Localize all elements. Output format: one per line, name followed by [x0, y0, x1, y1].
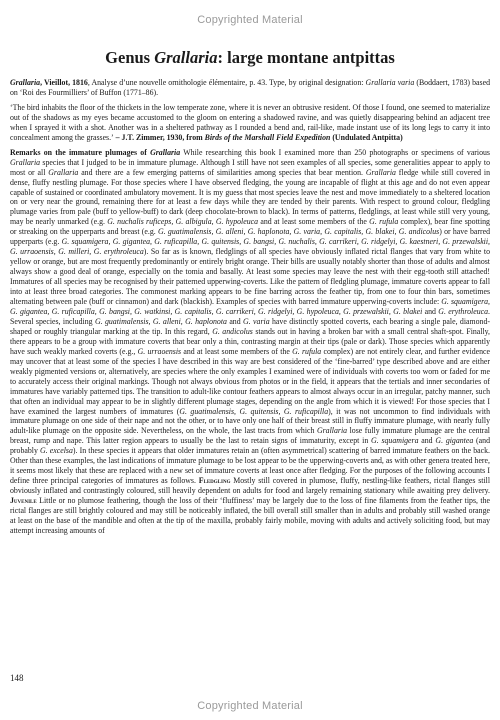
remarks-text: (and probably — [10, 436, 490, 456]
remarks-text: . Several species, including — [10, 306, 490, 326]
remarks-text: complex), bear fine spotting or streaking on the upperparts and breast (e.g. — [10, 217, 490, 237]
citation-type-species: Grallaria varia — [365, 78, 415, 87]
remarks-text: ). So far as is known, fledglings of all species have obviously inflated rictal flanges that vary from white to yellow or orange, but are most frequently predominantly or entirely bright orange. Their bills are usually notably shorter than those of adults and almost always show a good deal of orange, especially on the tomia and basally. At least some species may leave the nest with their egg-tooth still attached! Immatures of all species may be recognised by their patterned upperwing-coverts. Like the pattern of fledgling plumage, immature coverts appear to fall into at least three broad categories. The commonest marking appears to be fine barring across the feather tip, from one to four thin bars, sometimes alternating between pale (buff or cinnamon) and dark (blackish). Examples of species with barred immature upperwing-coverts include: — [10, 247, 490, 307]
remarks-text: ) or have barred upperparts (e.g. — [10, 227, 490, 247]
genus-citation-paragraph — [10, 78, 490, 98]
remarks-text: Little or no plumose feathering, though the loss of their ‘fluffiness’ may be largely due to the loss of fine filaments from the feather tips, the rictal flanges are still brightly coloured and may still be noticeably inflated, the bill overall still smaller than in adults and probably still washed orange at least on the base of the mandible and often at the tip of the maxilla, probably fairly mobile, moving with adults and actively soliciting food, but may attempt increasing amounts of — [10, 496, 490, 535]
genus-name: Grallaria — [316, 426, 348, 436]
remarks-text: ). In these species it appears that older immatures retain an (often asymmetrical) scattering of barred immature feathers on the back. Other than these examples, the last indications of immature plumage to be lost appear to be the upperwing-coverts and, as with other genera treated here, it seems most likely that these are replaced with a new set of immature coverts at least once after fledging. For the purposes of the following accounts I define three principal categories of immatures as follows. — [10, 446, 490, 486]
citation-text-1: , Analyse d’une nouvelle ornithologie élémentaire, p. 43. Type, by original designation: — [87, 78, 366, 87]
genus-name: Grallaria — [10, 157, 41, 167]
species-names: G. erythroleuca — [438, 306, 489, 316]
species-names: G. guatimalensis, G. alleni, G. haplonota — [94, 316, 227, 326]
species-names: G. squamigera — [371, 436, 419, 446]
remarks-text: have distinctly spotted coverts, each bearing a single pale, diamond-shaped or roughly triangular marking at the tip. In this regard, — [10, 316, 490, 336]
remarks-text: ), it was not uncommon to find individuals with immature plumage on one side of their nape and not the other, or to have only one half of their breast still in fluffy immature plumage, with nearly fully adult-like plumage on the opposite side. Nevertheless, on the whole, the last tracts from which — [10, 406, 490, 436]
page-heading — [10, 48, 490, 68]
remarks-paragraph — [10, 148, 490, 536]
remarks-text: and — [418, 436, 436, 446]
heading-suffix: : large montane antpittas — [217, 48, 395, 67]
genus-name: Grallaria — [365, 167, 396, 177]
species-names: G. guatimalensis, G. quitensis, G. ruficapilla — [179, 406, 329, 416]
citation-genus: Grallaria — [10, 78, 41, 87]
remarks-text: and — [422, 306, 439, 316]
remarks-text: Mostly still covered in plumose, fluffy, nestling-like feathers, rictal flanges still obviously inflated and contrastingly coloured, still heavily dependent on adults for food and largely remaining stationary while awaiting prey delivery. — [10, 476, 490, 496]
quote-text: ‘The bird inhabits the floor of the thickets in the low temperate zone, where it is never an obtrusive resident. Of those I found, one seemed to materialize out of the shadows as my eyes became accustomed to the gloom on entering a shadowed ravine, and was quietly disappearing behind an adjacent tree when I sprayed it with a shot. Another was in a sheltered pathway as I rounded a bend and, rail-like, made instant use of its long legs to carry it into concealment among the grasses.’ — [10, 102, 490, 142]
remarks-text: While researching this book I examined more than 250 photographs or specimens of various — [180, 147, 490, 157]
species-names: G. andicolus — [212, 326, 253, 336]
remarks-text: and at least some members of the — [258, 217, 370, 227]
remarks-text: and at least some members of the — [181, 346, 293, 356]
remarks-text: lose fully immature plumage are the central breast, rump and nape. This latter region appears to usually be the last to retain signs of immaturity, except in — [10, 426, 490, 446]
remarks-text: and there are a few emerging patterns of similarities among species that bear mention. — [78, 167, 366, 177]
citation-author: , Vieillot, 1816 — [40, 78, 88, 87]
copyright-watermark-top: Copyrighted Material — [197, 14, 303, 26]
copyright-watermark-bottom: Copyrighted Material — [197, 700, 303, 712]
remarks-text: stands out in having a broken bar with a small central shaft-spot. Finally, there appears to be a group with immature coverts that bear only a thin, contrasting margin at their tips (pale or dark). Those species which apparently have such weakly marked coverts (e.g., — [10, 326, 491, 356]
species-names: G. gigantea — [435, 436, 474, 446]
page-number: 148 — [10, 673, 24, 683]
remarks-text: fledge while still covered in dense, fluffy nestling plumage. For those species where I have observed fledging, the young are incapable of flight at this age and do not even appear capable of sustained or coordinated ambulatory movement. It is my guess that most species leave the nest and move immediately to a sheltered location on or very near the ground, remaining there for at least a few days while they are tended by their parents. With respect to ground colour, fledgling plumage varies from pale (buff to yellow-buff) to dark (deep chocolate-brown to black). In terms of patterns, fledglings, at least while still very young, may be nearly unmarked (e.g. — [10, 167, 490, 227]
heading-genus: Grallaria — [154, 48, 218, 67]
genus-name: Grallaria — [48, 167, 79, 177]
remarks-lead: Remarks on the immature plumages of — [10, 147, 151, 157]
species-names: G. rufula — [369, 217, 399, 227]
book-page — [10, 48, 490, 536]
species-names: G. varia — [243, 316, 270, 326]
species-names: G. rufula — [292, 346, 322, 356]
species-names: G. nuchalis ruficeps, G. albigula, G. hypoleuca — [107, 217, 259, 227]
species-names: G. excelsa — [40, 446, 73, 456]
citation-text-2: (Boddaert, 1783) based on ‘Roi des Fourmilliers’ of Buffon (1771–86). — [10, 78, 490, 97]
quote-source: Birds of the Marshall Field Expedition — [204, 132, 331, 142]
remarks-text: and — [226, 316, 244, 326]
species-names: G. guatimalensis, G. alleni, G. haplonota, G. varia, G. capitalis, G. blakei, G. andicolus — [158, 227, 440, 237]
species-names: G. urraoensis — [137, 346, 182, 356]
remarks-text: complex) are not entirely clear, and further evidence may uncover that at least some of the species I have described in this way are best considered of the ‘fine-barred’ type described above and are either weakly pigmented versions or, alternatively, are species where the only examples I examined were of individuals with coverts too worn or faded for me to accurately access their original markings. Though not always obvious from photos or in the field, it appears that the tertials and inner secondaries of immatures have variably patterned tips. The transition to adult-like contour feathers appears to almost always occur in an irregular, patchy manner, such that often an individual may appear to be in slightly different plumage stages, depending on the angle from which it is viewed! For those species that I have examined the largest numbers of immatures ( — [10, 346, 491, 416]
term-juvenile: Juvenile — [10, 496, 37, 506]
species-names: G. squamigera, G. gigantea, G. ruficapilla, G. quitensis, G. bangsi, G. nuchalis, G. carrikeri, G. ridgelyi, G. kaestneri, G. przewalskii, G. urraoensis, G. milleri, G. erythroleuca — [10, 237, 490, 257]
epigraph-quote — [10, 103, 490, 143]
remarks-text: species that I judged to be in immature plumage. Although I still have not seen examples of all species, some generalities appear to apply to most or all — [10, 157, 490, 177]
quote-attribution: – J.T. Zimmer, 1930, from — [113, 132, 205, 142]
species-names: G. squamigera, G. gigantea, G. ruficapilla, G. bangsi, G. watkinsi, G. capitalis, G. carrikeri, G. ridgelyi, G. hypoleuca, G. przewalskii, G. blakei — [10, 297, 490, 316]
term-fledgling: Fledgling — [198, 476, 231, 486]
remarks-lead-genus: Grallaria — [150, 147, 181, 157]
quote-attribution-suffix: (Undulated Antpitta) — [330, 132, 403, 142]
heading-prefix: Genus — [105, 48, 155, 67]
